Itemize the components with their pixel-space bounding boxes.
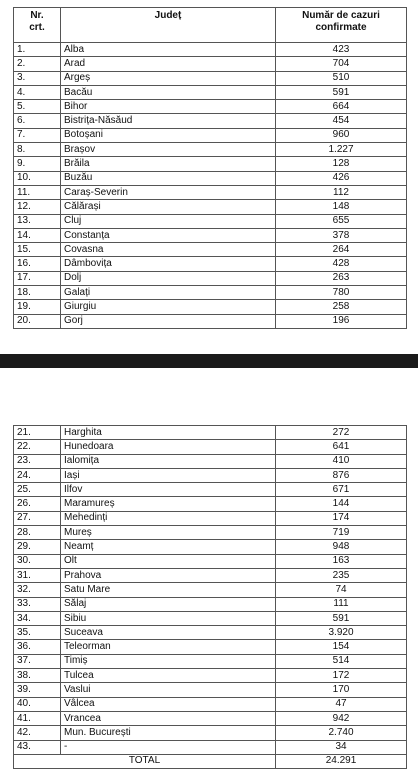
row-judet: Satu Mare <box>61 583 276 597</box>
total-label: TOTAL <box>14 754 276 768</box>
row-judet: Vâlcea <box>61 697 276 711</box>
row-judet: Teleorman <box>61 640 276 654</box>
table-row <box>14 611 407 625</box>
row-cases: 876 <box>276 468 407 482</box>
row-nr: 6. <box>14 114 61 128</box>
row-judet: Bacău <box>61 85 276 99</box>
row-judet: Cluj <box>61 214 276 228</box>
row-judet: Argeș <box>61 71 276 85</box>
row-cases: 263 <box>276 271 407 285</box>
row-cases: 664 <box>276 100 407 114</box>
row-nr: 10. <box>14 171 61 185</box>
row-judet: - <box>61 740 276 754</box>
row-nr: 29. <box>14 540 61 554</box>
row-nr: 20. <box>14 314 61 328</box>
table-row <box>14 271 407 285</box>
table-row <box>14 214 407 228</box>
table-row <box>14 483 407 497</box>
row-cases: 47 <box>276 697 407 711</box>
row-cases: 960 <box>276 128 407 142</box>
row-judet: Timiș <box>61 654 276 668</box>
row-cases: 272 <box>276 426 407 440</box>
row-nr: 32. <box>14 583 61 597</box>
table-row <box>14 128 407 142</box>
row-nr: 40. <box>14 697 61 711</box>
row-cases: 196 <box>276 314 407 328</box>
row-nr: 11. <box>14 185 61 199</box>
row-judet: Harghita <box>61 426 276 440</box>
row-nr: 33. <box>14 597 61 611</box>
table-row <box>14 43 407 57</box>
row-judet: Giurgiu <box>61 300 276 314</box>
header-judet: Județ <box>61 8 276 43</box>
row-judet: Galați <box>61 286 276 300</box>
row-nr: 28. <box>14 526 61 540</box>
header-nr-crt: Nr. crt. <box>14 8 61 43</box>
table-row <box>14 468 407 482</box>
table-row <box>14 243 407 257</box>
row-cases: 671 <box>276 483 407 497</box>
row-nr: 37. <box>14 654 61 668</box>
table-row <box>14 683 407 697</box>
row-cases: 163 <box>276 554 407 568</box>
page-separator <box>0 354 418 368</box>
row-judet: Călărași <box>61 200 276 214</box>
table-row <box>14 740 407 754</box>
row-cases: 704 <box>276 57 407 71</box>
row-nr: 42. <box>14 726 61 740</box>
row-judet: Buzău <box>61 171 276 185</box>
row-cases: 510 <box>276 71 407 85</box>
table-row <box>14 654 407 668</box>
row-cases: 3.920 <box>276 626 407 640</box>
row-judet: Suceava <box>61 626 276 640</box>
row-cases: 454 <box>276 114 407 128</box>
total-row <box>14 754 407 768</box>
table-row <box>14 726 407 740</box>
row-judet: Dolj <box>61 271 276 285</box>
row-judet: Vaslui <box>61 683 276 697</box>
table-row <box>14 228 407 242</box>
row-nr: 23. <box>14 454 61 468</box>
row-judet: Covasna <box>61 243 276 257</box>
row-cases: 154 <box>276 640 407 654</box>
row-judet: Prahova <box>61 568 276 582</box>
table-row <box>14 669 407 683</box>
table-row <box>14 497 407 511</box>
table-row <box>14 454 407 468</box>
row-nr: 17. <box>14 271 61 285</box>
row-nr: 26. <box>14 497 61 511</box>
table-row <box>14 597 407 611</box>
row-judet: Alba <box>61 43 276 57</box>
row-judet: Ialomița <box>61 454 276 468</box>
row-nr: 22. <box>14 440 61 454</box>
table-row <box>14 286 407 300</box>
row-judet: Brăila <box>61 157 276 171</box>
row-nr: 31. <box>14 568 61 582</box>
row-cases: 264 <box>276 243 407 257</box>
row-nr: 4. <box>14 85 61 99</box>
row-cases: 74 <box>276 583 407 597</box>
row-cases: 591 <box>276 85 407 99</box>
row-cases: 170 <box>276 683 407 697</box>
row-nr: 18. <box>14 286 61 300</box>
table-header-row <box>14 8 407 43</box>
row-judet: Tulcea <box>61 669 276 683</box>
row-nr: 3. <box>14 71 61 85</box>
row-judet: Olt <box>61 554 276 568</box>
table-row <box>14 114 407 128</box>
table-row <box>14 511 407 525</box>
table-row <box>14 57 407 71</box>
row-cases: 410 <box>276 454 407 468</box>
row-cases: 428 <box>276 257 407 271</box>
row-judet: Mehedinți <box>61 511 276 525</box>
table-row <box>14 711 407 725</box>
table-row <box>14 71 407 85</box>
table-row <box>14 200 407 214</box>
row-nr: 7. <box>14 128 61 142</box>
row-cases: 258 <box>276 300 407 314</box>
table-row <box>14 100 407 114</box>
row-cases: 1.227 <box>276 143 407 157</box>
row-cases: 111 <box>276 597 407 611</box>
row-judet: Vrancea <box>61 711 276 725</box>
row-nr: 1. <box>14 43 61 57</box>
row-judet: Mureș <box>61 526 276 540</box>
row-nr: 34. <box>14 611 61 625</box>
table-row <box>14 85 407 99</box>
table-row <box>14 440 407 454</box>
row-cases: 112 <box>276 185 407 199</box>
row-nr: 21. <box>14 426 61 440</box>
row-judet: Sălaj <box>61 597 276 611</box>
row-nr: 30. <box>14 554 61 568</box>
row-cases: 655 <box>276 214 407 228</box>
row-cases: 128 <box>276 157 407 171</box>
row-cases: 423 <box>276 43 407 57</box>
row-cases: 641 <box>276 440 407 454</box>
row-nr: 24. <box>14 468 61 482</box>
row-cases: 144 <box>276 497 407 511</box>
row-nr: 8. <box>14 143 61 157</box>
row-nr: 19. <box>14 300 61 314</box>
table-row <box>14 568 407 582</box>
row-cases: 148 <box>276 200 407 214</box>
row-cases: 235 <box>276 568 407 582</box>
table-row <box>14 526 407 540</box>
row-judet: Bistrița-Năsăud <box>61 114 276 128</box>
row-nr: 13. <box>14 214 61 228</box>
row-judet: Constanța <box>61 228 276 242</box>
row-cases: 2.740 <box>276 726 407 740</box>
table-row <box>14 640 407 654</box>
row-cases: 426 <box>276 171 407 185</box>
row-judet: Gorj <box>61 314 276 328</box>
table-row <box>14 257 407 271</box>
header-cases: Număr de cazuri confirmate <box>276 8 407 43</box>
row-nr: 15. <box>14 243 61 257</box>
row-judet: Sibiu <box>61 611 276 625</box>
row-nr: 16. <box>14 257 61 271</box>
row-nr: 35. <box>14 626 61 640</box>
row-nr: 36. <box>14 640 61 654</box>
table-row <box>14 426 407 440</box>
row-cases: 514 <box>276 654 407 668</box>
row-judet: Hunedoara <box>61 440 276 454</box>
row-cases: 719 <box>276 526 407 540</box>
table-row <box>14 171 407 185</box>
table-row <box>14 540 407 554</box>
row-cases: 942 <box>276 711 407 725</box>
row-judet: Botoșani <box>61 128 276 142</box>
row-nr: 43. <box>14 740 61 754</box>
row-judet: Ilfov <box>61 483 276 497</box>
table-row <box>14 300 407 314</box>
row-cases: 174 <box>276 511 407 525</box>
table-row <box>14 697 407 711</box>
row-judet: Iași <box>61 468 276 482</box>
row-nr: 9. <box>14 157 61 171</box>
cases-table-part-1 <box>13 7 407 329</box>
row-cases: 172 <box>276 669 407 683</box>
table-row <box>14 143 407 157</box>
row-judet: Arad <box>61 57 276 71</box>
table-row <box>14 626 407 640</box>
row-nr: 25. <box>14 483 61 497</box>
table-row <box>14 583 407 597</box>
table-row <box>14 314 407 328</box>
row-judet: Maramureș <box>61 497 276 511</box>
table-row <box>14 185 407 199</box>
row-cases: 780 <box>276 286 407 300</box>
row-cases: 34 <box>276 740 407 754</box>
row-nr: 39. <box>14 683 61 697</box>
row-nr: 2. <box>14 57 61 71</box>
row-judet: Caraș-Severin <box>61 185 276 199</box>
row-nr: 41. <box>14 711 61 725</box>
row-cases: 378 <box>276 228 407 242</box>
row-cases: 948 <box>276 540 407 554</box>
row-nr: 5. <box>14 100 61 114</box>
row-cases: 591 <box>276 611 407 625</box>
cases-table-part-2 <box>13 425 407 769</box>
row-nr: 14. <box>14 228 61 242</box>
row-judet: Dâmbovița <box>61 257 276 271</box>
row-nr: 12. <box>14 200 61 214</box>
table-row <box>14 554 407 568</box>
row-judet: Bihor <box>61 100 276 114</box>
table-row <box>14 157 407 171</box>
total-value: 24.291 <box>276 754 407 768</box>
row-nr: 38. <box>14 669 61 683</box>
row-nr: 27. <box>14 511 61 525</box>
row-judet: Mun. București <box>61 726 276 740</box>
row-judet: Neamț <box>61 540 276 554</box>
row-judet: Brașov <box>61 143 276 157</box>
